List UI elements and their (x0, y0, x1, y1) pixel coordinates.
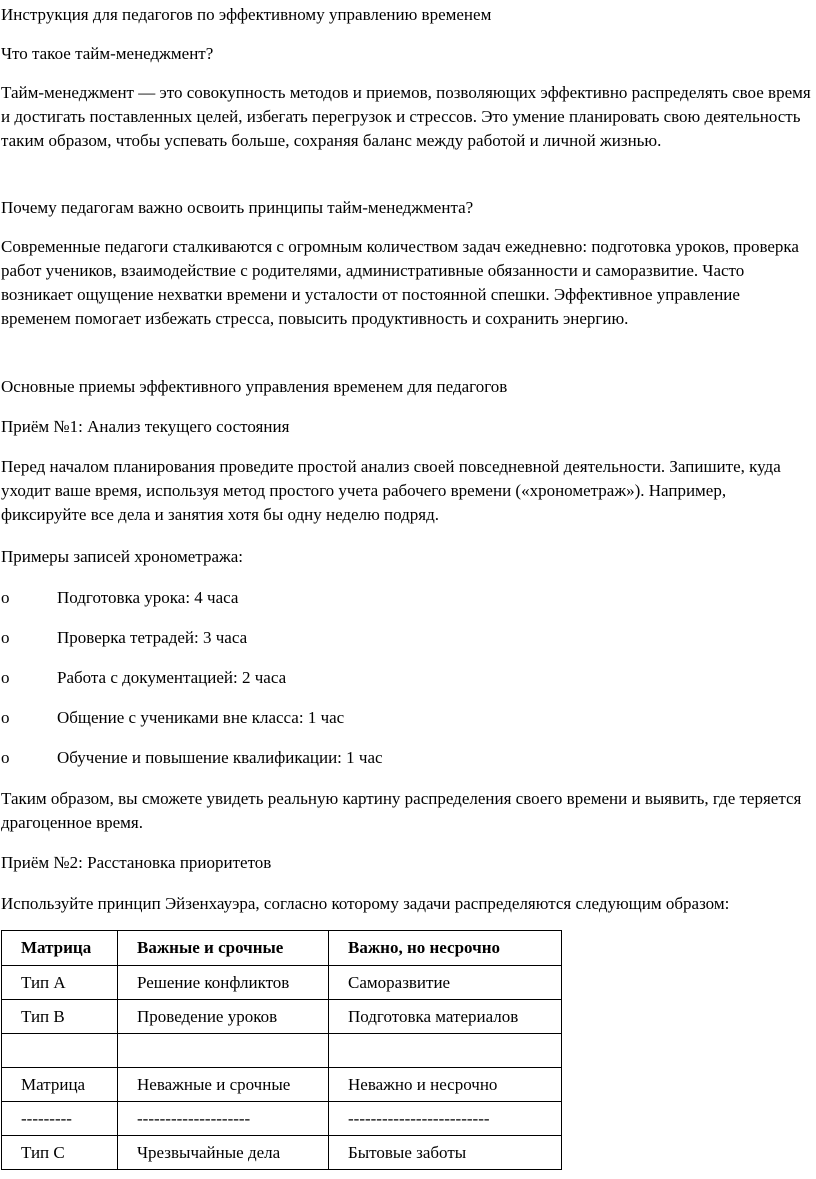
table-header-row (2, 931, 562, 966)
bullet-marker: o (1, 708, 10, 727)
bullet-marker: o (1, 628, 10, 647)
question-heading-1: Что такое тайм-менеджмент? (1, 44, 214, 63)
table-row (2, 966, 562, 1000)
list-item (1, 666, 801, 690)
list-item (1, 626, 801, 650)
table-cell: Бытовые заботы (329, 1136, 562, 1170)
list-item (1, 746, 801, 770)
table-header-cell: Важные и срочные (118, 931, 329, 966)
list-item-text: Общение с учениками вне класса: 1 час (57, 708, 345, 727)
technique-2-heading: Приём №2: Расстановка приоритетов (1, 853, 272, 872)
table-cell: Неважные и срочные (118, 1068, 329, 1102)
list-item-text: Работа с документацией: 2 часа (57, 668, 287, 687)
table-row (2, 1068, 562, 1102)
table-cell: Саморазвитие (329, 966, 562, 1000)
list-item-text: Проверка тетрадей: 3 часа (57, 628, 248, 647)
paragraph-4: Таким образом, вы сможете увидеть реальную картину распределения своего времени и выявить, где теряется драгоценное время. (1, 789, 802, 832)
list-item-text: Обучение и повышение квалификации: 1 час (57, 748, 383, 767)
technique-1-heading: Приём №1: Анализ текущего состояния (1, 417, 290, 436)
bullet-marker: o (1, 588, 10, 607)
bullet-marker: o (1, 748, 10, 767)
table-cell: ------------------------- (329, 1102, 562, 1136)
table-header-cell: Важно, но несрочно (329, 931, 562, 966)
document-title: Инструкция для педагогов по эффективному управлению временем (1, 5, 492, 24)
table-row (2, 1034, 562, 1068)
paragraph-1: Тайм-менеджмент — это совокупность методов и приемов, позволяющих эффективно распределять свое время и достигать поставленных целей, избегать перегрузок и стрессов. Это умение планировать свою деятельность таким образом, чтобы успевать больше, сохраняя баланс между работой и личной жизнью. (1, 83, 811, 150)
table-row (2, 1102, 562, 1136)
table-cell (118, 1034, 329, 1068)
table-cell: Решение конфликтов (118, 966, 329, 1000)
eisenhower-matrix-table (1, 930, 562, 1170)
table-cell: -------------------- (118, 1102, 329, 1136)
table-cell: Тип C (2, 1136, 118, 1170)
bullet-marker: o (1, 668, 10, 687)
list-item (1, 706, 801, 730)
section-heading: Основные приемы эффективного управления временем для педагогов (1, 377, 508, 396)
table-cell: Тип A (2, 966, 118, 1000)
table-cell: --------- (2, 1102, 118, 1136)
list-item (1, 586, 801, 610)
table-cell: Чрезвычайные дела (118, 1136, 329, 1170)
table-row (2, 1000, 562, 1034)
paragraph-3: Перед началом планирования проведите простой анализ своей повседневной деятельности. Запишите, куда уходит ваше время, используя метод простого учета рабочего времени («хронометраж»). Например, фиксируйте все дела и занятия хотя бы одну неделю подряд. (1, 457, 781, 524)
table-cell: Проведение уроков (118, 1000, 329, 1034)
table-cell (329, 1034, 562, 1068)
table-cell (2, 1034, 118, 1068)
examples-title: Примеры записей хронометража: (1, 547, 244, 566)
table-header-cell: Матрица (2, 931, 118, 966)
table-cell: Матрица (2, 1068, 118, 1102)
table-cell: Тип B (2, 1000, 118, 1034)
table-cell: Подготовка материалов (329, 1000, 562, 1034)
list-item-text: Подготовка урока: 4 часа (57, 588, 239, 607)
table-row (2, 1136, 562, 1170)
paragraph-2: Современные педагоги сталкиваются с огромным количеством задач ежедневно: подготовка уроков, проверка работ учеников, взаимодействие с родителями, административные обязанности и саморазвитие. Часто возникает ощущение нехватки времени и усталости от постоянной спешки. Эффективное управление временем помогает избежать стресса, повысить продуктивность и сохранить энергию. (1, 237, 799, 328)
table-cell: Неважно и несрочно (329, 1068, 562, 1102)
question-heading-2: Почему педагогам важно освоить принципы тайм-менеджмента? (1, 198, 474, 217)
paragraph-5: Используйте принцип Эйзенхауэра, согласно которому задачи распределяются следующим образом: (1, 894, 730, 913)
